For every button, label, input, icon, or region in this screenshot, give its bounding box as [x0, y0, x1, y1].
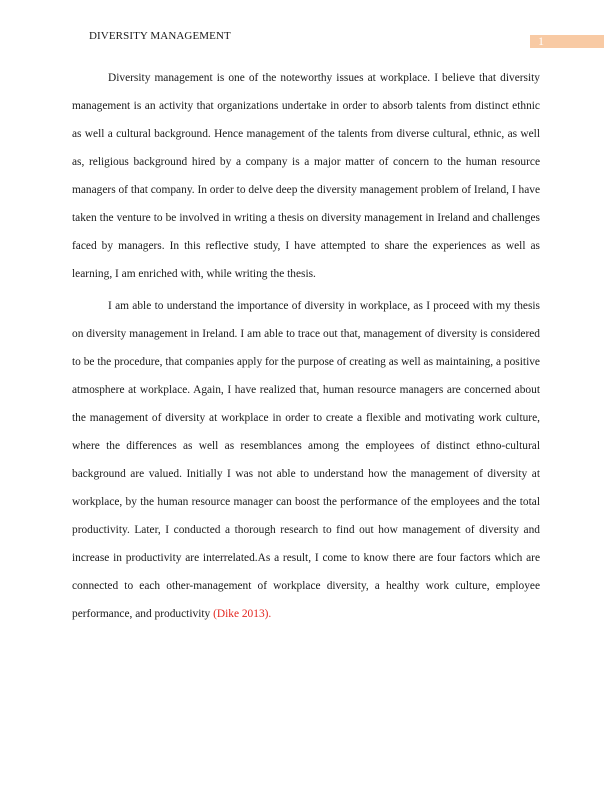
page-number: 1 — [538, 34, 544, 48]
page-number-badge — [530, 35, 604, 48]
paragraph-2 — [72, 292, 540, 628]
document-body — [72, 64, 540, 632]
citation-dike-2013: (Dike 2013). — [213, 608, 272, 620]
paragraph-2-text: I am able to understand the importance of diversity in workplace, as I proceed with my thesis on diversity management in Ireland. I am able to trace out that, management of diversity is considered to be the procedure, that companies apply for the purpose of creating as well as maintaining, a positive atmosphere at workplace. Again, I have realized that, human resource managers are concerned about the management of diversity at workplace in order to create a flexible and motivating work culture, where the differences as well as resemblances among the employees of distinct ethno-cultural background are valued. Initially I was not able to understand how the management of diversity at workplace, by the human resource manager can boost the performance of the employees and the total productivity. Later, I conducted a thorough research to find out how management of diversity and increase in productivity are interrelated.As a result, I come to know there are four factors which are connected to each other-management of workplace diversity, a healthy work culture, employee performance, and productivity — [72, 300, 540, 620]
running-header: DIVERSITY MANAGEMENT — [89, 30, 231, 42]
paragraph-1 — [72, 64, 540, 288]
paragraph-1-text: Diversity management is one of the noteworthy issues at workplace. I believe that diversity management is an activity that organizations undertake in order to absorb talents from distinct ethnic as well a cultural background. Hence management of the talents from diverse cultural, ethnic, as well as, religious background hired by a company is a major matter of concern to the human resource managers of that company. In order to delve deep the diversity management problem of Ireland, I have taken the venture to be involved in writing a thesis on diversity management in Ireland and challenges faced by managers. In this reflective study, I have attempted to share the experiences as well as learning, I am enriched with, while writing the thesis. — [72, 72, 540, 280]
